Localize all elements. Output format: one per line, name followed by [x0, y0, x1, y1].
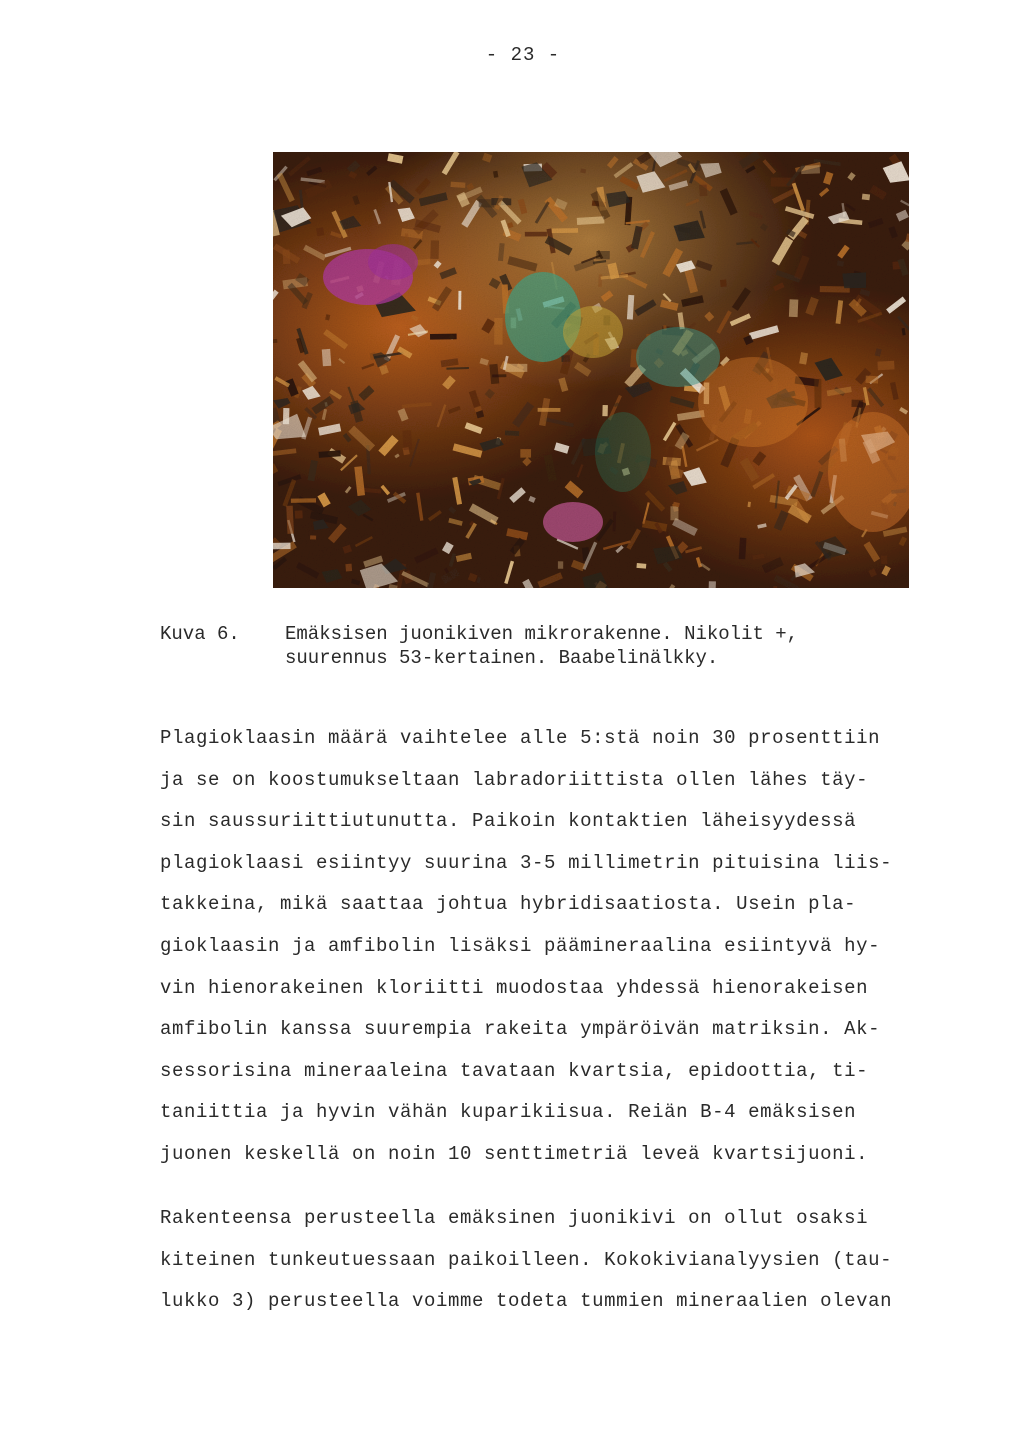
text-line: amfibolin kanssa suurempia rakeita ympäröivän matriksin. Ak-	[160, 1018, 881, 1041]
caption-line: Emäksisen juonikiven mikrorakenne. Nikolit +,	[285, 623, 799, 645]
text-line: sin saussuriittiutunutta. Paikoin kontaktien läheisyydessä	[160, 810, 857, 833]
page-number: - 23 -	[485, 44, 561, 66]
text-line: juonen keskellä on noin 10 senttimetriä leveä kvartsijuoni.	[160, 1142, 869, 1165]
figure-label: Kuva 6.	[160, 623, 240, 645]
micrograph-photo	[273, 152, 909, 588]
text-line: Plagioklaasin määrä vaihtelee alle 5:stä noin 30 prosenttiin	[160, 727, 881, 749]
paragraph-2	[160, 1198, 892, 1323]
text-line: lukko 3) perusteella voimme todeta tummien mineraalien olevan	[160, 1290, 893, 1313]
micrograph-image	[273, 152, 909, 588]
caption-line: suurennus 53-kertainen. Baabelinälkky.	[285, 647, 719, 669]
text-line: vin hienorakeinen kloriitti muodostaa yhdessä hienorakeisen	[160, 976, 869, 999]
text-line: plagioklaasi esiintyy suurina 3-5 millimetrin pituisina liis-	[160, 851, 893, 874]
text-line: sessorisina mineraaleina tavataan kvartsia, epidoottia, ti-	[160, 1059, 869, 1082]
text-line: kiteinen tunkeutuessaan paikoilleen. Kokokivianalyysien (tau-	[160, 1248, 893, 1271]
text-line: Rakenteensa perusteella emäksinen juonikivi on ollut osaksi	[160, 1207, 869, 1229]
figure-caption-text	[285, 622, 925, 670]
text-line: taniittia ja hyvin vähän kuparikiisua. Reiän B-4 emäksisen	[160, 1101, 857, 1124]
paragraph-1	[160, 718, 892, 1176]
text-line: takkeina, mikä saattaa johtua hybridisaatiosta. Usein pla-	[160, 893, 857, 916]
text-line: ja se on koostumukseltaan labradoriittista ollen lähes täy-	[160, 768, 869, 791]
text-line: gioklaasin ja amfibolin lisäksi päämineraalina esiintyvä hy-	[160, 934, 881, 957]
